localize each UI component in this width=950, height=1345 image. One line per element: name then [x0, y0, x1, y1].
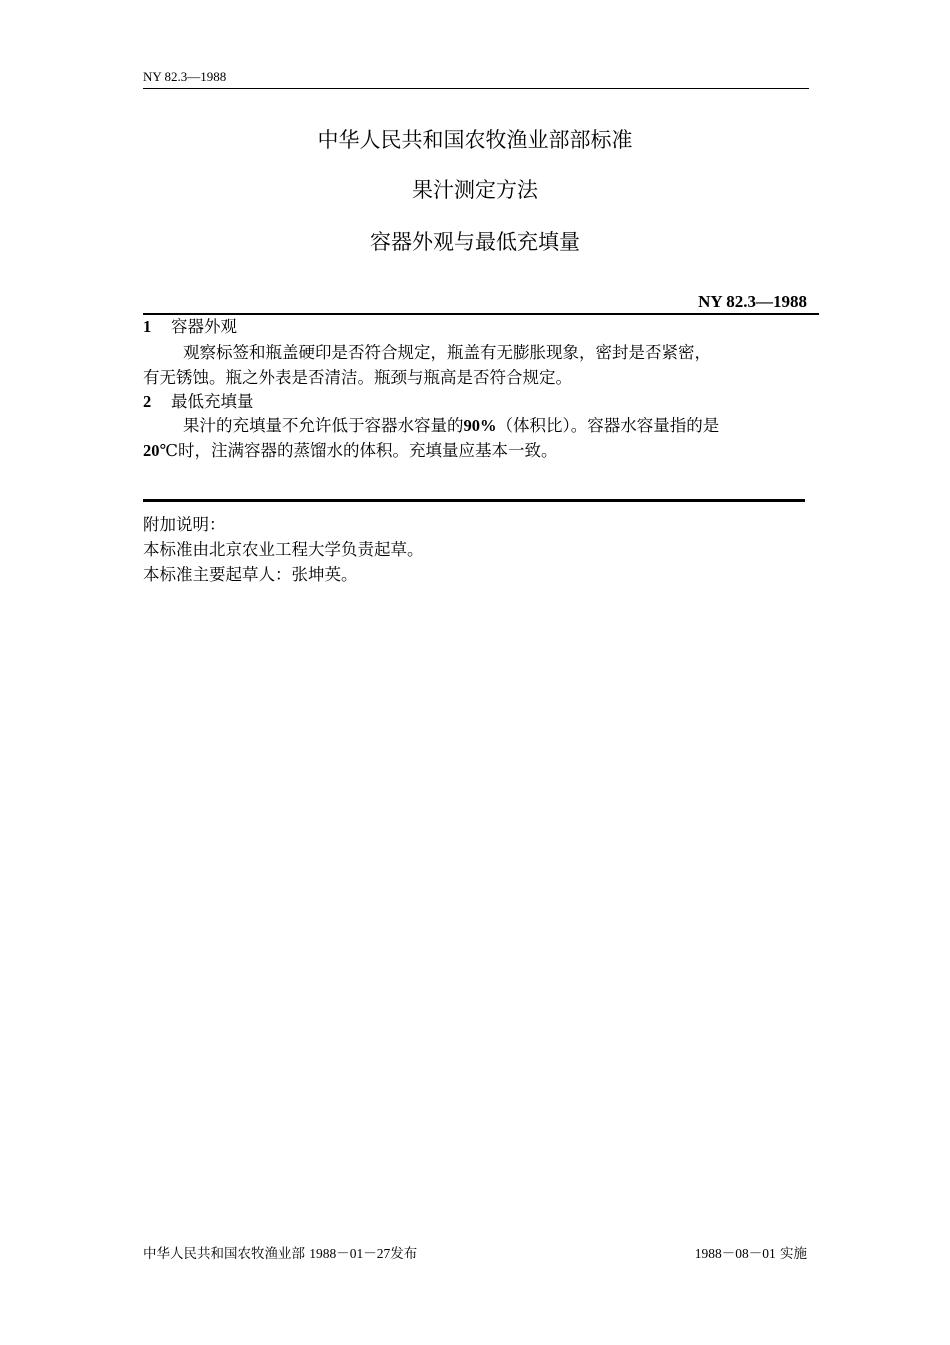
section-2-paragraph-line [183, 415, 719, 437]
section-2-paragraph-line [143, 440, 557, 462]
footer-issued [143, 1245, 417, 1263]
section-1-heading [143, 316, 237, 338]
paragraph-text: ℃时，注满容器的蒸馏水的体积。充填量应基本一致。 [159, 441, 558, 460]
section-number: 1 [143, 317, 152, 336]
paragraph-text: （体积比）。容器水容量指的是 [496, 416, 720, 435]
standard-number: NY 82.3—1988 [698, 292, 807, 311]
issuing-authority-title: 中华人民共和国农牧渔业部部标准 [317, 128, 633, 152]
document-subtitle: 容器外观与最低充填量 [370, 230, 580, 254]
issued-date: 1988－01－27 [309, 1246, 391, 1261]
paragraph-text: 果汁的充填量不允许低于容器水容量的 [183, 416, 464, 435]
section-title: 容器外观 [171, 317, 237, 336]
notes-heading: 附加说明： [143, 515, 226, 534]
section-number: 2 [143, 392, 152, 411]
header-divider [143, 88, 809, 89]
section-1-paragraph-line: 观察标签和瓶盖硬印是否符合规定，瓶盖有无膨胀现象，密封是否紧密， [183, 343, 711, 362]
notes-drafting-unit: 本标准由北京农业工程大学负责起草。 [143, 540, 424, 559]
footer-issuer: 中华人民共和国农牧渔业部 [143, 1246, 305, 1262]
effective-date: 1988－08－01 [694, 1246, 776, 1261]
effective-label: 实施 [780, 1246, 807, 1262]
header-standard-code: NY 82.3—1988 [143, 69, 227, 84]
standard-number-divider [143, 313, 819, 315]
section-title: 最低充填量 [171, 392, 254, 411]
temperature-value: 20 [143, 441, 160, 460]
end-of-standard-rule [143, 499, 805, 502]
notes-drafter: 本标准主要起草人：张坤英。 [143, 565, 358, 584]
footer-effective [695, 1245, 807, 1263]
section-1-paragraph-line: 有无锈蚀。瓶之外表是否清洁。瓶颈与瓶高是否符合规定。 [143, 368, 572, 387]
section-2-heading [143, 391, 254, 413]
document-title: 果汁测定方法 [412, 178, 538, 202]
issued-label: 发布 [390, 1246, 418, 1262]
percentage-value: 90% [463, 416, 497, 435]
